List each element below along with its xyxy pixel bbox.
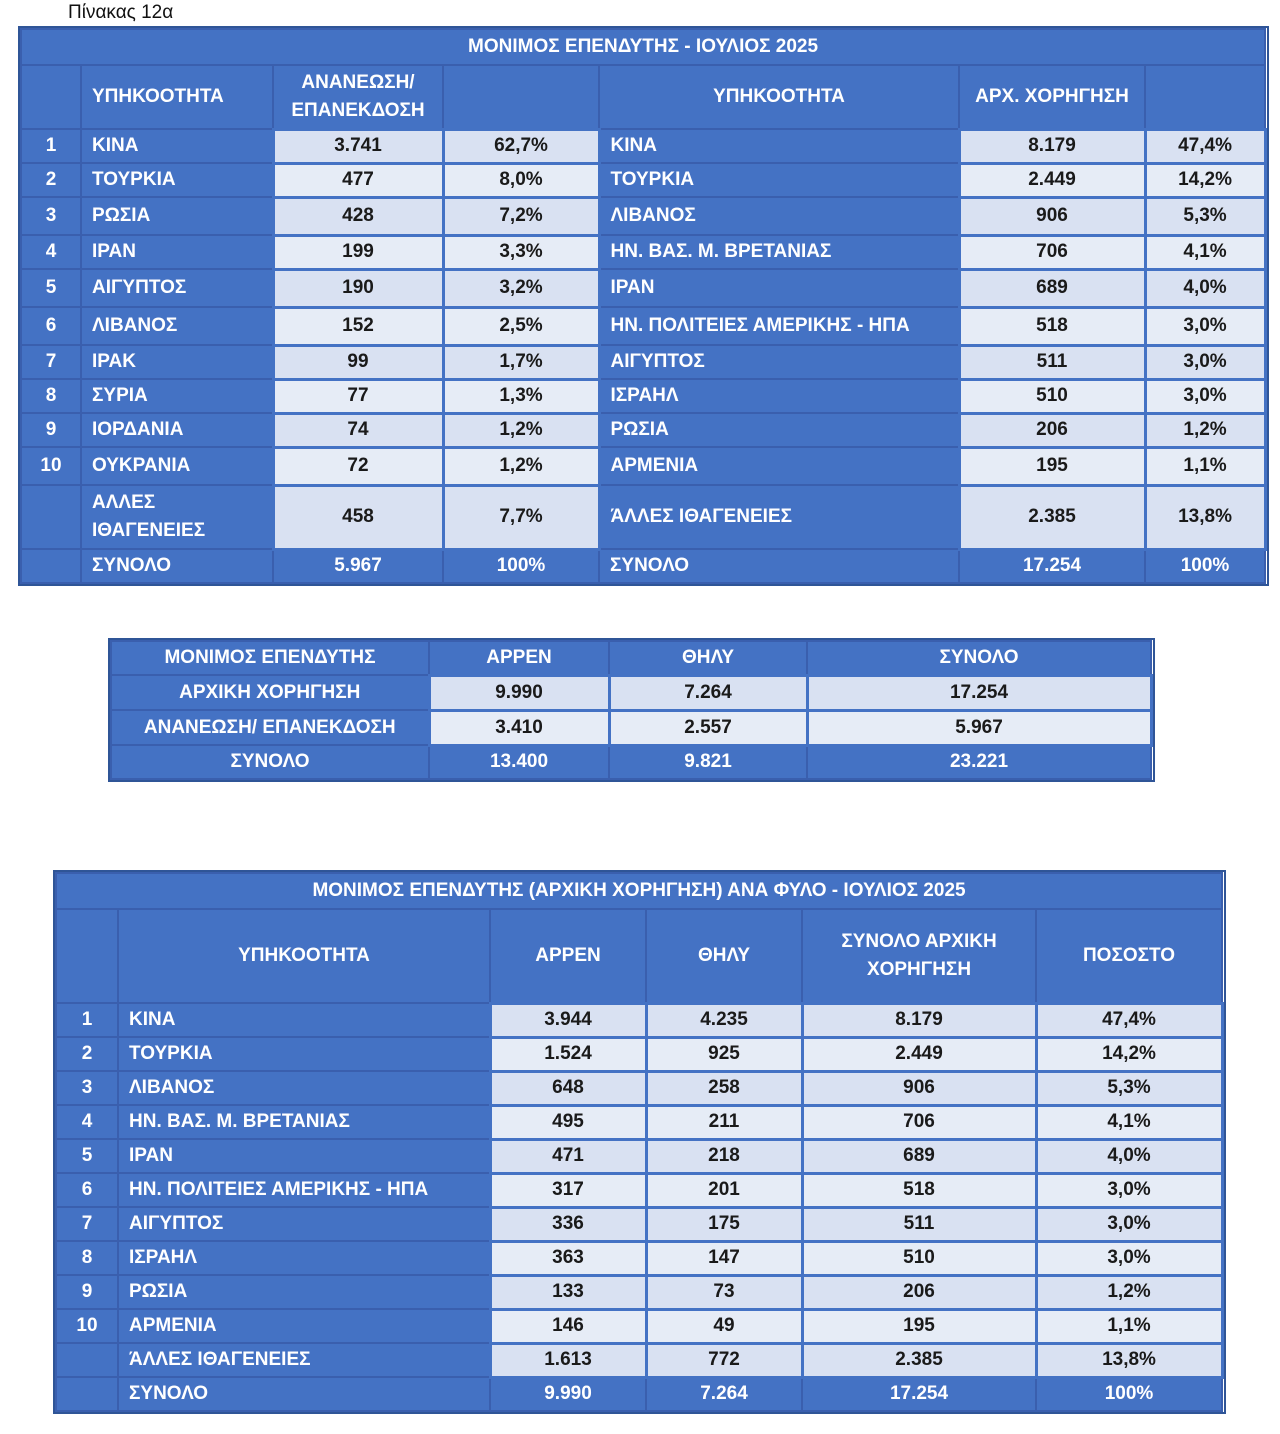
rank-number: 10 [21, 447, 81, 485]
nationality-cell: ΙΡΑΝ [118, 1139, 490, 1173]
rank-number: 4 [21, 235, 81, 269]
rank-number: 4 [56, 1105, 118, 1139]
table-row [56, 1173, 1222, 1207]
rank-number: 3 [56, 1071, 118, 1105]
percent-value: 3,0% [1036, 1241, 1222, 1275]
male-value: 1.524 [490, 1037, 646, 1071]
renewal-value: 199 [273, 235, 443, 269]
initial-percent: 3,0% [1145, 307, 1265, 345]
nationality-cell: ΗΝ. ΠΟΛΙΤΕΙΕΣ ΑΜΕΡΙΚΗΣ - ΗΠΑ [599, 307, 959, 345]
initial-value: 206 [959, 413, 1145, 447]
total-label: ΣΥΝΟΛΟ [111, 745, 429, 779]
nationality-cell: ΡΩΣΙΑ [599, 413, 959, 447]
column-header-label: ΜΟΝΙΜΟΣ ΕΠΕΝΔΥΤΗΣ [111, 641, 429, 675]
total-value: 906 [802, 1071, 1036, 1105]
nationality-cell: ΛΙΒΑΝΟΣ [599, 197, 959, 235]
nationality-cell: ΙΡΑΝ [81, 235, 273, 269]
total-total-value: 17.254 [802, 1377, 1036, 1411]
nationality-cell: ΙΟΡΔΑΝΙΑ [81, 413, 273, 447]
total-female-value: 9.821 [609, 745, 807, 779]
rank-number: 9 [21, 413, 81, 447]
initial-percent: 5,3% [1145, 197, 1265, 235]
nationality-cell: ΗΝ. ΠΟΛΙΤΕΙΕΣ ΑΜΕΡΙΚΗΣ - ΗΠΑ [118, 1173, 490, 1207]
total-initial-percent: 100% [1145, 549, 1265, 583]
summary-table [110, 640, 1153, 780]
table-title: ΜΟΝΙΜΟΣ ΕΠΕΝΔΥΤΗΣ (ΑΡΧΙΚΗ ΧΟΡΗΓΗΣΗ) ΑΝΑ ΦΥΛΟ - ΙΟΥΛΙΟΣ 2025 [56, 873, 1222, 909]
nationality-cell: ΑΙΓΥΠΤΟΣ [599, 345, 959, 379]
other-nationalities-label: ΆΛΛΕΣ ΙΘΑΓΕΝΕΙΕΣ [599, 485, 959, 549]
nationality-cell: ΙΣΡΑΗΛ [599, 379, 959, 413]
renewal-percent: 62,7% [443, 129, 599, 163]
column-header-nationality: ΥΠΗΚΟΟΤΗΤΑ [599, 65, 959, 129]
initial-value: 510 [959, 379, 1145, 413]
renewal-value: 77 [273, 379, 443, 413]
total-value: 206 [802, 1275, 1036, 1309]
male-value: 495 [490, 1105, 646, 1139]
renewal-value: 3.741 [273, 129, 443, 163]
nationality-cell: ΗΝ. ΒΑΣ. Μ. ΒΡΕΤΑΝΙΑΣ [118, 1105, 490, 1139]
initial-percent: 1,2% [1145, 413, 1265, 447]
initial-percent: 47,4% [1145, 129, 1265, 163]
female-value: 211 [646, 1105, 802, 1139]
column-header-male: ΑΡΡΕΝ [490, 909, 646, 1003]
total-male-value: 9.990 [490, 1377, 646, 1411]
table-row [21, 307, 1265, 345]
table-row [56, 1139, 1222, 1173]
rank-number: 5 [56, 1139, 118, 1173]
nationality-cell: ΤΟΥΡΚΙΑ [81, 163, 273, 197]
female-value: 2.557 [609, 710, 807, 745]
nationality-cell: ΚΙΝΑ [81, 129, 273, 163]
percent-value: 47,4% [1036, 1003, 1222, 1037]
total-renewal-percent: 100% [443, 549, 599, 583]
male-value: 336 [490, 1207, 646, 1241]
rank-number: 8 [21, 379, 81, 413]
percent-value: 4,1% [1036, 1105, 1222, 1139]
column-header-female: ΘΗΛΥ [646, 909, 802, 1003]
total-label: ΣΥΝΟΛΟ [599, 549, 959, 583]
rank-number: 1 [21, 129, 81, 163]
initial-percent: 14,2% [1145, 163, 1265, 197]
other-initial-percent: 13,8% [1145, 485, 1265, 549]
renewal-value: 428 [273, 197, 443, 235]
other-nationalities-label: ΆΛΛΕΣ ΙΘΑΓΕΝΕΙΕΣ [118, 1343, 490, 1377]
table-row [56, 1071, 1222, 1105]
rank-number: 8 [56, 1241, 118, 1275]
table-row [56, 1241, 1222, 1275]
nationality-cell: ΤΟΥΡΚΙΑ [599, 163, 959, 197]
initial-value: 511 [959, 345, 1145, 379]
table-row [21, 235, 1265, 269]
total-value: 5.967 [807, 710, 1151, 745]
percent-value: 3,0% [1036, 1207, 1222, 1241]
column-header-total: ΣΥΝΟΛΟ [807, 641, 1151, 675]
total-label: ΣΥΝΟΛΟ [118, 1377, 490, 1411]
nationality-cell: ΛΙΒΑΝΟΣ [118, 1071, 490, 1105]
nationality-cell: ΡΩΣΙΑ [118, 1275, 490, 1309]
other-initial-value: 2.385 [959, 485, 1145, 549]
renewal-value: 152 [273, 307, 443, 345]
total-total-value: 23.221 [807, 745, 1151, 779]
female-value: 175 [646, 1207, 802, 1241]
male-value: 317 [490, 1173, 646, 1207]
nationality-cell: ΛΙΒΑΝΟΣ [81, 307, 273, 345]
total-value: 2.449 [802, 1037, 1036, 1071]
table-row [21, 269, 1265, 307]
column-header-renewal: ΑΝΑΝΕΩΣΗ/ ΕΠΑΝΕΚΔΟΣΗ [273, 65, 443, 129]
male-value: 3.944 [490, 1003, 646, 1037]
nationality-cell: ΑΙΓΥΠΤΟΣ [81, 269, 273, 307]
other-nationalities-label: ΑΛΛΕΣ ΙΘΑΓΕΝΕΙΕΣ [81, 485, 273, 549]
male-value: 3.410 [429, 710, 609, 745]
percent-value: 1,2% [1036, 1275, 1222, 1309]
table-row [21, 447, 1265, 485]
renewal-percent: 1,3% [443, 379, 599, 413]
row-label: ΑΡΧΙΚΗ ΧΟΡΗΓΗΣΗ [111, 675, 429, 710]
total-percent-value: 100% [1036, 1377, 1222, 1411]
table-row [21, 413, 1265, 447]
total-value: 8.179 [802, 1003, 1036, 1037]
male-value: 9.990 [429, 675, 609, 710]
nationality-cell: ΙΡΑΚ [81, 345, 273, 379]
initial-percent: 4,0% [1145, 269, 1265, 307]
rank-number: 3 [21, 197, 81, 235]
total-male-value: 13.400 [429, 745, 609, 779]
table-caption: Πίνακας 12α [68, 2, 174, 23]
nationality-table [20, 28, 1267, 584]
initial-percent: 3,0% [1145, 345, 1265, 379]
table-row [21, 163, 1265, 197]
column-header-percent: ΠΟΣΟΣΤΟ [1036, 909, 1222, 1003]
rank-number: 6 [21, 307, 81, 345]
percent-value: 5,3% [1036, 1071, 1222, 1105]
total-value: 195 [802, 1309, 1036, 1343]
female-value: 925 [646, 1037, 802, 1071]
table-row [56, 1003, 1222, 1037]
table-row [56, 1105, 1222, 1139]
female-value: 201 [646, 1173, 802, 1207]
male-value: 146 [490, 1309, 646, 1343]
rank-number: 9 [56, 1275, 118, 1309]
renewal-percent: 1,2% [443, 447, 599, 485]
table-row [21, 129, 1265, 163]
female-value: 258 [646, 1071, 802, 1105]
table-row [56, 1309, 1222, 1343]
table-row [21, 197, 1265, 235]
initial-value: 706 [959, 235, 1145, 269]
table-row [56, 1275, 1222, 1309]
renewal-percent: 2,5% [443, 307, 599, 345]
gender-breakdown-table [55, 872, 1224, 1412]
other-percent-value: 13,8% [1036, 1343, 1222, 1377]
total-label: ΣΥΝΟΛΟ [81, 549, 273, 583]
column-header-nationality: ΥΠΗΚΟΟΤΗΤΑ [81, 65, 273, 129]
initial-value: 2.449 [959, 163, 1145, 197]
female-value: 147 [646, 1241, 802, 1275]
nationality-cell: ΑΡΜΕΝΙΑ [599, 447, 959, 485]
male-value: 133 [490, 1275, 646, 1309]
other-female-value: 772 [646, 1343, 802, 1377]
total-value: 510 [802, 1241, 1036, 1275]
nationality-cell: ΣΥΡΙΑ [81, 379, 273, 413]
nationality-cell: ΡΩΣΙΑ [81, 197, 273, 235]
rank-number: 2 [56, 1037, 118, 1071]
female-value: 4.235 [646, 1003, 802, 1037]
column-header-nationality: ΥΠΗΚΟΟΤΗΤΑ [118, 909, 490, 1003]
nationality-cell: ΟΥΚΡΑΝΙΑ [81, 447, 273, 485]
nationality-cell: ΑΙΓΥΠΤΟΣ [118, 1207, 490, 1241]
renewal-percent: 1,7% [443, 345, 599, 379]
other-renewal-percent: 7,7% [443, 485, 599, 549]
percent-value: 14,2% [1036, 1037, 1222, 1071]
initial-value: 195 [959, 447, 1145, 485]
total-value: 689 [802, 1139, 1036, 1173]
male-value: 471 [490, 1139, 646, 1173]
nationality-cell: ΗΝ. ΒΑΣ. Μ. ΒΡΕΤΑΝΙΑΣ [599, 235, 959, 269]
renewal-value: 72 [273, 447, 443, 485]
renewal-value: 74 [273, 413, 443, 447]
initial-value: 518 [959, 307, 1145, 345]
rank-number: 7 [21, 345, 81, 379]
rank-number: 1 [56, 1003, 118, 1037]
renewal-percent: 1,2% [443, 413, 599, 447]
column-header-total-initial: ΣΥΝΟΛΟ ΑΡΧΙΚΗ ΧΟΡΗΓΗΣΗ [802, 909, 1036, 1003]
total-initial-value: 17.254 [959, 549, 1145, 583]
renewal-value: 99 [273, 345, 443, 379]
rank-number: 10 [56, 1309, 118, 1343]
female-value: 49 [646, 1309, 802, 1343]
initial-percent: 4,1% [1145, 235, 1265, 269]
renewal-percent: 7,2% [443, 197, 599, 235]
renewal-percent: 8,0% [443, 163, 599, 197]
total-value: 518 [802, 1173, 1036, 1207]
nationality-cell: ΚΙΝΑ [599, 129, 959, 163]
table-row [21, 345, 1265, 379]
column-header-female: ΘΗΛΥ [609, 641, 807, 675]
rank-number: 6 [56, 1173, 118, 1207]
rank-number: 5 [21, 269, 81, 307]
total-renewal-value: 5.967 [273, 549, 443, 583]
female-value: 7.264 [609, 675, 807, 710]
initial-value: 906 [959, 197, 1145, 235]
female-value: 73 [646, 1275, 802, 1309]
column-header-male: ΑΡΡΕΝ [429, 641, 609, 675]
male-value: 363 [490, 1241, 646, 1275]
nationality-cell: ΤΟΥΡΚΙΑ [118, 1037, 490, 1071]
row-label: ΑΝΑΝΕΩΣΗ/ ΕΠΑΝΕΚΔΟΣΗ [111, 710, 429, 745]
male-value: 648 [490, 1071, 646, 1105]
initial-percent: 3,0% [1145, 379, 1265, 413]
renewal-value: 190 [273, 269, 443, 307]
total-value: 706 [802, 1105, 1036, 1139]
female-value: 218 [646, 1139, 802, 1173]
nationality-cell: ΚΙΝΑ [118, 1003, 490, 1037]
renewal-percent: 3,3% [443, 235, 599, 269]
column-header-initial-grant: ΑΡΧ. ΧΟΡΗΓΗΣΗ [959, 65, 1145, 129]
rank-number: 7 [56, 1207, 118, 1241]
initial-value: 689 [959, 269, 1145, 307]
initial-percent: 1,1% [1145, 447, 1265, 485]
nationality-cell: ΙΣΡΑΗΛ [118, 1241, 490, 1275]
percent-value: 4,0% [1036, 1139, 1222, 1173]
nationality-cell: ΑΡΜΕΝΙΑ [118, 1309, 490, 1343]
renewal-percent: 3,2% [443, 269, 599, 307]
total-value: 511 [802, 1207, 1036, 1241]
percent-value: 3,0% [1036, 1173, 1222, 1207]
other-male-value: 1.613 [490, 1343, 646, 1377]
other-renewal-value: 458 [273, 485, 443, 549]
renewal-value: 477 [273, 163, 443, 197]
percent-value: 1,1% [1036, 1309, 1222, 1343]
nationality-cell: ΙΡΑΝ [599, 269, 959, 307]
total-value: 17.254 [807, 675, 1151, 710]
table-row [56, 1037, 1222, 1071]
table-row [21, 379, 1265, 413]
table-title: ΜΟΝΙΜΟΣ ΕΠΕΝΔΥΤΗΣ - ΙΟΥΛΙΟΣ 2025 [21, 29, 1265, 65]
initial-value: 8.179 [959, 129, 1145, 163]
other-total-value: 2.385 [802, 1343, 1036, 1377]
table-row [56, 1207, 1222, 1241]
rank-number: 2 [21, 163, 81, 197]
total-female-value: 7.264 [646, 1377, 802, 1411]
